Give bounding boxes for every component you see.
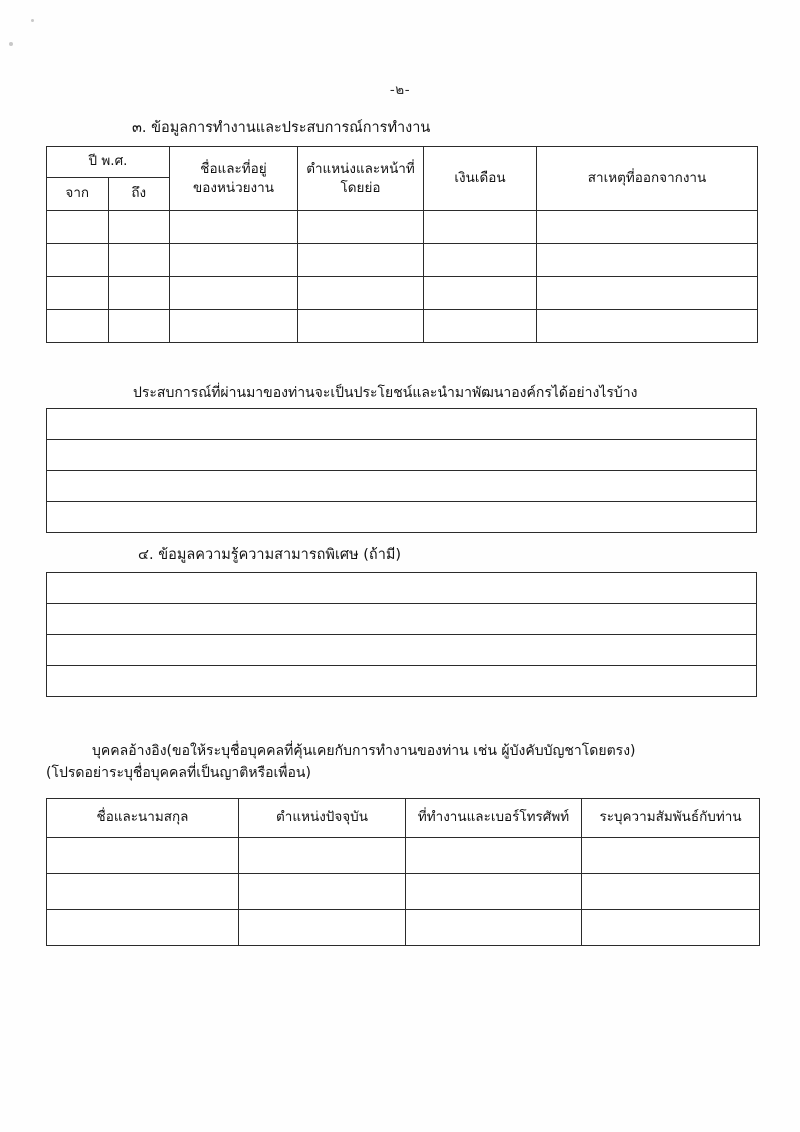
header-salary: เงินเดือน	[424, 147, 537, 211]
table-row[interactable]	[47, 244, 758, 277]
experience-prompt: ประสบการณ์ที่ผ่านมาของท่านจะเป็นประโยชน์และนำมาพัฒนาองค์กรได้อย่างไรบ้าง	[133, 385, 638, 401]
table-row[interactable]	[47, 310, 758, 343]
cell-relationship[interactable]	[582, 838, 760, 874]
cell-position[interactable]	[298, 244, 424, 277]
header-year-to: ถึง	[108, 178, 170, 211]
header-reason-for-leaving: สาเหตุที่ออกจากงาน	[537, 147, 758, 211]
cell-reason[interactable]	[537, 211, 758, 244]
cell-salary[interactable]	[424, 277, 537, 310]
work-history-table	[46, 146, 758, 343]
header-full-name: ชื่อและนามสกุล	[47, 799, 239, 838]
header-position: ตำแหน่งและหน้าที่ โดยย่อ	[298, 147, 424, 211]
cell-organization[interactable]	[170, 244, 298, 277]
cell-year-to[interactable]	[108, 277, 170, 310]
table-row[interactable]	[47, 838, 760, 874]
answer-line-row[interactable]	[47, 666, 757, 697]
answer-line[interactable]	[47, 471, 757, 502]
header-relationship: ระบุความสัมพันธ์กับท่าน	[582, 799, 760, 838]
cell-organization[interactable]	[170, 310, 298, 343]
cell-reason[interactable]	[537, 244, 758, 277]
cell-full-name[interactable]	[47, 910, 239, 946]
cell-year-to[interactable]	[108, 244, 170, 277]
cell-year-from[interactable]	[47, 244, 109, 277]
section-heading-skills: ๔. ข้อมูลความรู้ความสามารถพิเศษ (ถ้ามี)	[138, 547, 402, 563]
scan-speck	[31, 19, 34, 22]
cell-year-from[interactable]	[47, 310, 109, 343]
cell-salary[interactable]	[424, 211, 537, 244]
answer-line[interactable]	[47, 440, 757, 471]
answer-line-row[interactable]	[47, 471, 757, 502]
answer-line-row[interactable]	[47, 502, 757, 533]
answer-line[interactable]	[47, 573, 757, 604]
cell-reason[interactable]	[537, 277, 758, 310]
header-organization: ชื่อและที่อยู่ ของหน่วยงาน	[170, 147, 298, 211]
table-row[interactable]	[47, 211, 758, 244]
cell-year-from[interactable]	[47, 277, 109, 310]
answer-line-row[interactable]	[47, 635, 757, 666]
answer-line[interactable]	[47, 502, 757, 533]
header-workplace-phone: ที่ทำงานและเบอร์โทรศัพท์	[406, 799, 582, 838]
cell-position[interactable]	[298, 211, 424, 244]
page-number: -๒-	[389, 82, 411, 98]
cell-position[interactable]	[298, 310, 424, 343]
table-row[interactable]	[47, 910, 760, 946]
section-heading-work: ๓. ข้อมูลการทำงานและประสบการณ์การทำงาน	[132, 120, 431, 136]
cell-workplace-phone[interactable]	[406, 874, 582, 910]
cell-workplace-phone[interactable]	[406, 838, 582, 874]
cell-year-to[interactable]	[108, 310, 170, 343]
cell-salary[interactable]	[424, 310, 537, 343]
header-year-group: ปี พ.ศ.	[47, 147, 170, 178]
cell-organization[interactable]	[170, 211, 298, 244]
reference-prompt-line-1: บุคคลอ้างอิง(ขอให้ระบุชื่อบุคคลที่คุ้นเคยกับการทำงานของท่าน เช่น ผู้บังคับบัญชาโดยตรง)	[92, 743, 636, 759]
header-current-position: ตำแหน่งปัจจุบัน	[239, 799, 406, 838]
answer-line[interactable]	[47, 666, 757, 697]
skills-answer-box	[46, 572, 757, 697]
answer-line-row[interactable]	[47, 604, 757, 635]
table-header-row	[47, 799, 760, 838]
reference-person-table	[46, 798, 760, 946]
cell-current-position[interactable]	[239, 838, 406, 874]
answer-line-row[interactable]	[47, 409, 757, 440]
table-row[interactable]	[47, 277, 758, 310]
cell-full-name[interactable]	[47, 838, 239, 874]
cell-organization[interactable]	[170, 277, 298, 310]
answer-line[interactable]	[47, 409, 757, 440]
cell-workplace-phone[interactable]	[406, 910, 582, 946]
cell-reason[interactable]	[537, 310, 758, 343]
cell-year-from[interactable]	[47, 211, 109, 244]
reference-prompt-line-2: (โปรดอย่าระบุชื่อบุคคลที่เป็นญาติหรือเพื่อน)	[46, 765, 311, 781]
table-header-row	[47, 147, 758, 178]
scan-speck	[9, 42, 13, 46]
cell-current-position[interactable]	[239, 874, 406, 910]
table-row[interactable]	[47, 874, 760, 910]
experience-answer-box	[46, 408, 757, 533]
answer-line[interactable]	[47, 635, 757, 666]
cell-current-position[interactable]	[239, 910, 406, 946]
cell-relationship[interactable]	[582, 874, 760, 910]
cell-position[interactable]	[298, 277, 424, 310]
answer-line-row[interactable]	[47, 440, 757, 471]
cell-salary[interactable]	[424, 244, 537, 277]
cell-relationship[interactable]	[582, 910, 760, 946]
cell-year-to[interactable]	[108, 211, 170, 244]
cell-full-name[interactable]	[47, 874, 239, 910]
answer-line[interactable]	[47, 604, 757, 635]
answer-line-row[interactable]	[47, 573, 757, 604]
header-year-from: จาก	[47, 178, 109, 211]
